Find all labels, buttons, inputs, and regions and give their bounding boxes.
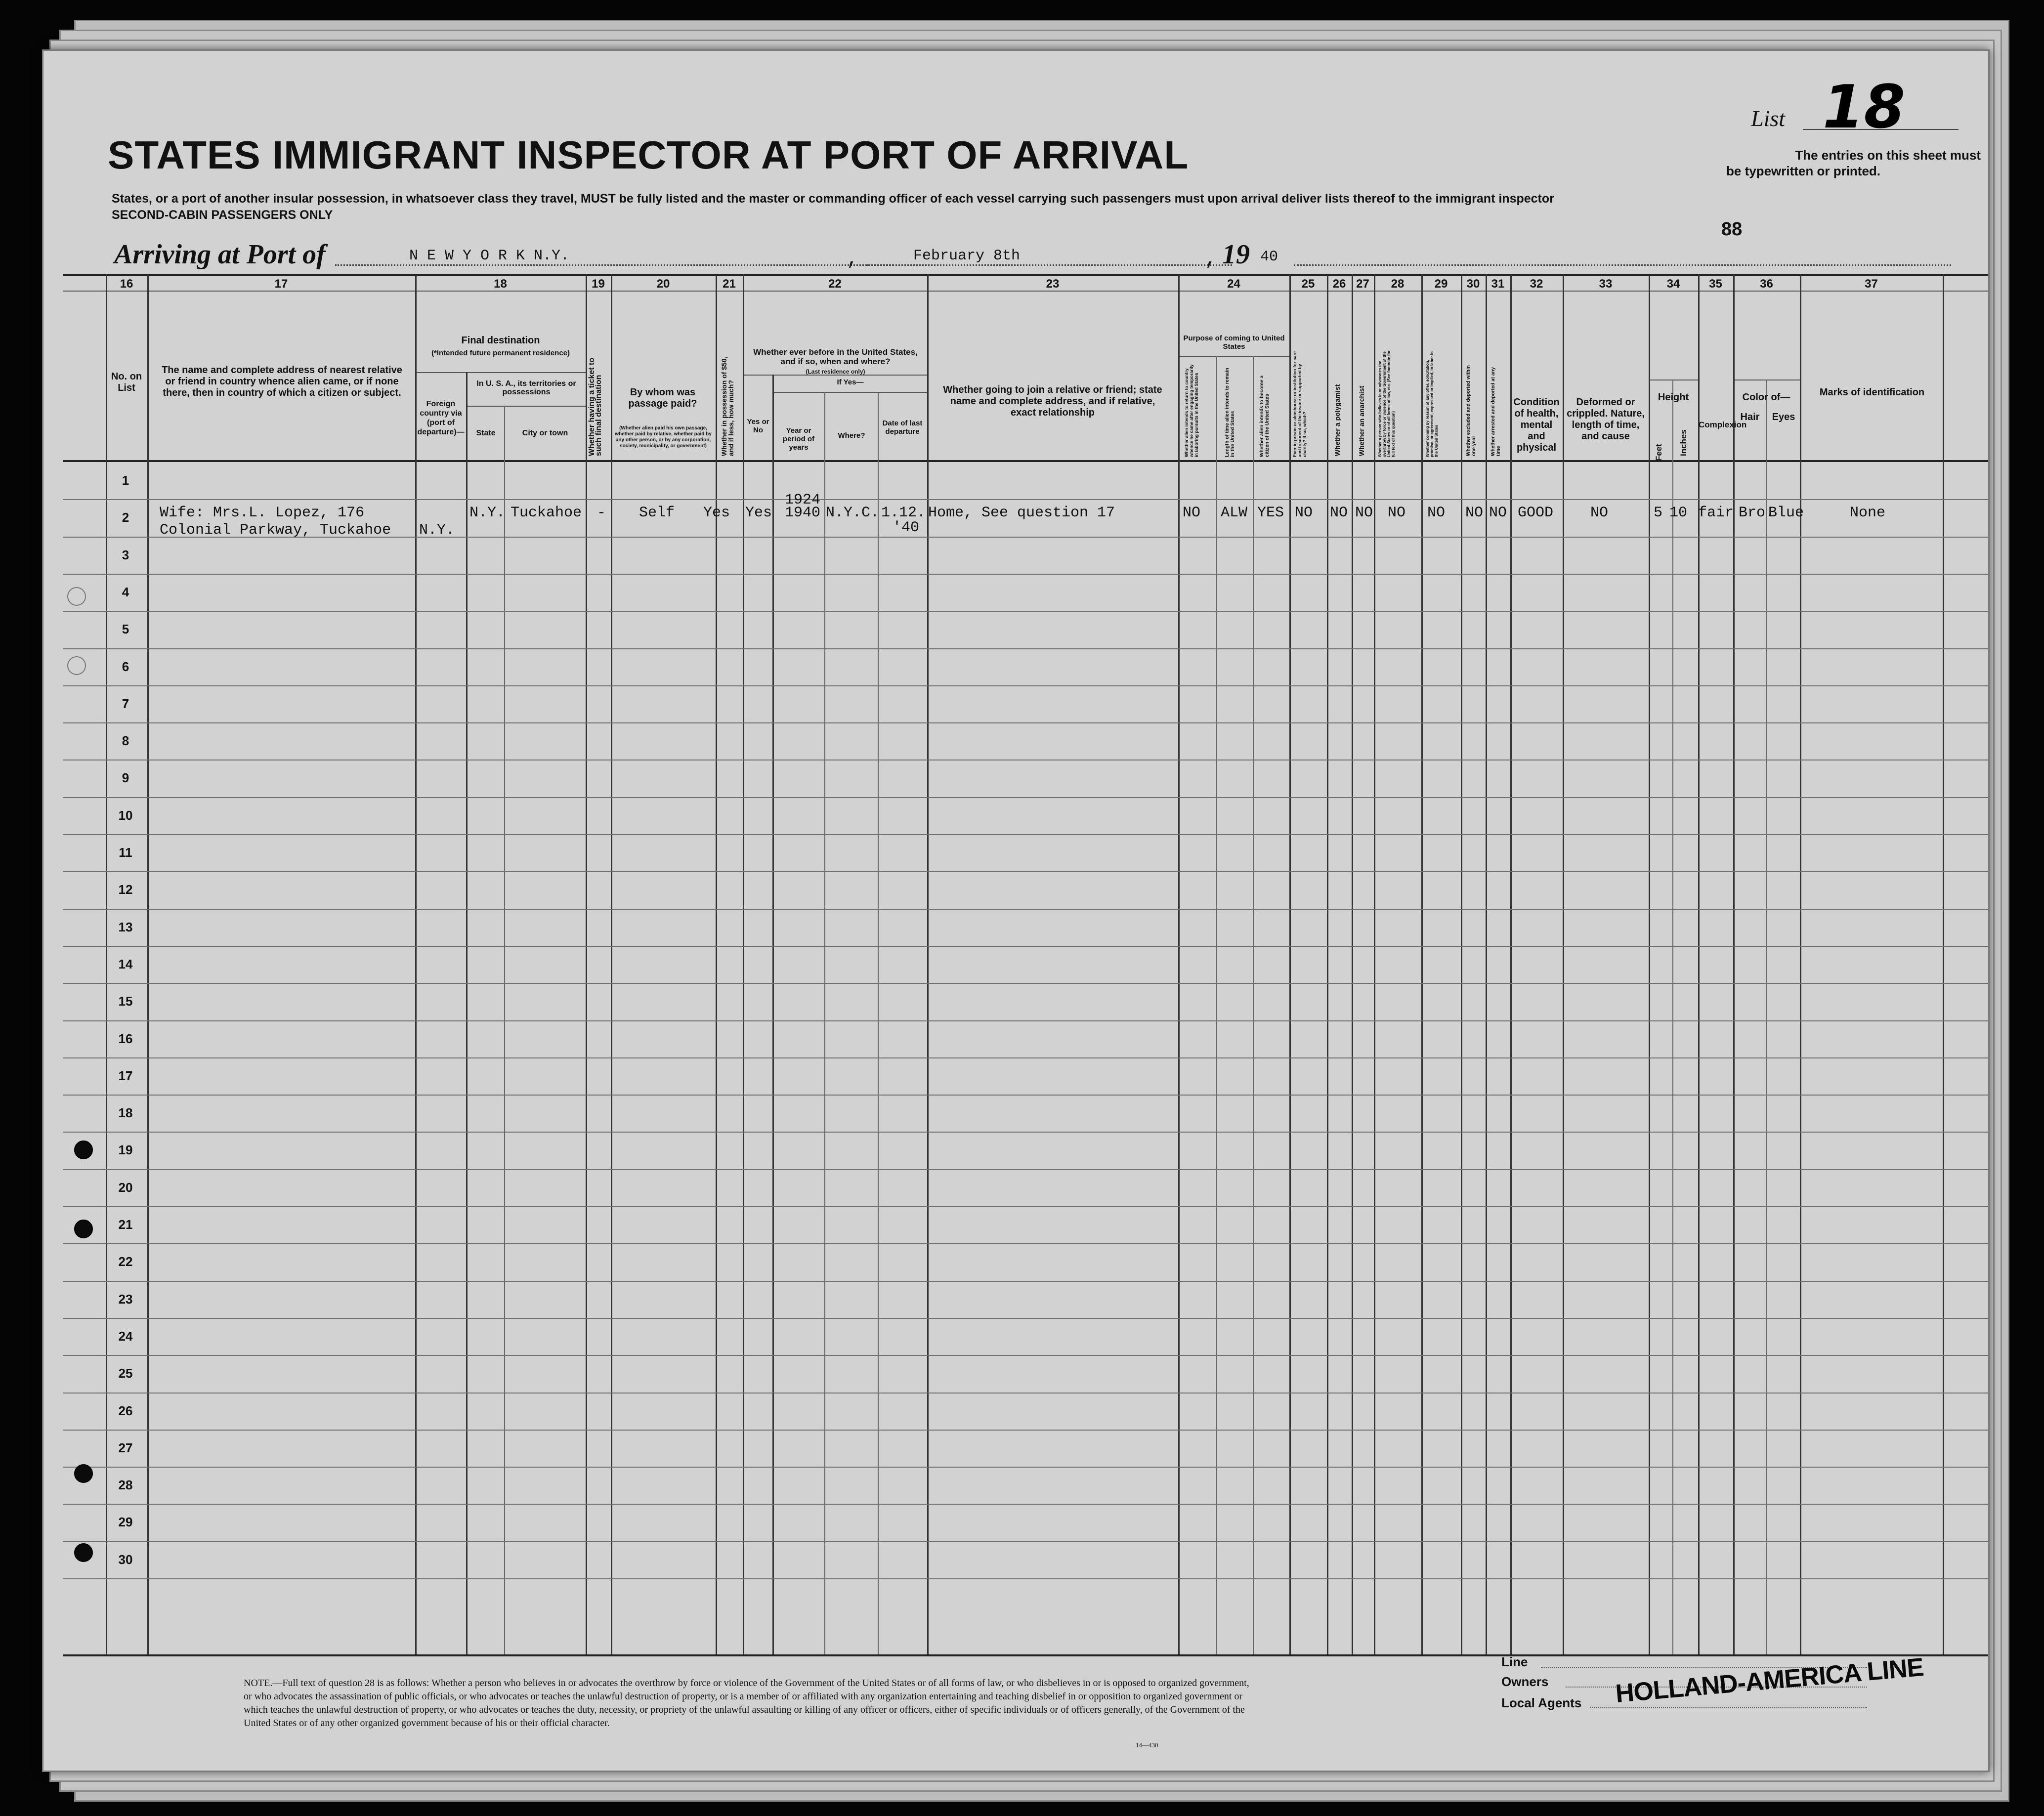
row-number: 9 [122, 770, 129, 785]
hdr-possession-50: Whether in possession of $50, and if less, how much? [720, 356, 735, 456]
entry-foreign-country: N.Y. [419, 522, 455, 539]
hdr-no-on-list: No. on List [111, 371, 142, 393]
hdr-passage-paid-note: (Whether alien paid his own passage, whether paid by relative, whether paid by any other person, or by any corporation, society, municipality, or government) [615, 425, 712, 449]
colnum-27: 27 [1356, 277, 1369, 291]
hdr-where: Where? [838, 431, 865, 440]
row-number: 14 [118, 957, 133, 971]
row-rule [63, 499, 1988, 500]
hdr-join-relative: Whether going to join a relative or friend; state name and complete address, and if relative, exact relationship [943, 384, 1162, 418]
row-rule [63, 1095, 1988, 1096]
colnum-20: 20 [656, 277, 670, 291]
row-number: 23 [118, 1292, 133, 1307]
entry-possession-50: Yes [703, 505, 730, 521]
row-number: 26 [118, 1403, 133, 1418]
row-rule [63, 1318, 1988, 1319]
hdr-marks: Marks of identification [1819, 387, 1925, 398]
row-number: 15 [118, 994, 133, 1009]
entry-excluded: NO [1465, 505, 1484, 521]
form-number: 14—430 [1136, 1741, 1158, 1749]
row-rule [63, 871, 1988, 872]
hdr-final-destination: Final destination [461, 335, 540, 346]
row-number: 25 [118, 1366, 133, 1381]
entry-purpose-b: ALW [1221, 505, 1248, 521]
hdr-ticket: Whether having a ticket to such final destination [588, 357, 603, 456]
colnum-26: 26 [1332, 277, 1346, 291]
hdr-date-departure: Date of last departure [882, 419, 923, 436]
entry-inches: 10 [1669, 505, 1688, 521]
row-number: 21 [118, 1217, 133, 1232]
entry-marks: None [1850, 505, 1886, 521]
row-number: 2 [122, 510, 129, 525]
row-rule [63, 1467, 1988, 1468]
entry-coming-offer: NO [1427, 505, 1446, 521]
row-rule [63, 1430, 1988, 1431]
entry-purpose-c: YES [1257, 505, 1284, 521]
row-number: 27 [118, 1440, 133, 1455]
row-rule [63, 1541, 1988, 1542]
hdr-polygamist: Whether a polygamist [1333, 384, 1341, 456]
punch-hole [74, 1464, 93, 1483]
list-number: 18 [1823, 73, 1905, 142]
hdr-city: City or town [522, 429, 568, 437]
row-number: 10 [118, 808, 133, 823]
punch-hole [74, 1140, 93, 1159]
row-rule [63, 1132, 1988, 1133]
row-number: 4 [122, 585, 129, 599]
entry-complexion: fair [1698, 505, 1734, 521]
entry-ever-prison: NO [1295, 505, 1313, 521]
row-rule [63, 1206, 1988, 1207]
colnum-18: 18 [494, 277, 507, 291]
instructions-line: States, or a port of another insular possession, in whatsoever class they travel, MUST be fully listed and the master or commanding officer of each vessel carrying such passengers must upon arrival deliver lists thereof to the immigrant inspector [112, 192, 1554, 206]
colnum-37: 37 [1865, 277, 1878, 291]
date-comma: , [1205, 249, 1217, 271]
hdr-purpose-b: Length of time alien intends to remain in the United States [1225, 368, 1235, 457]
hdr-if-yes: If Yes— [837, 378, 864, 386]
entry-hair: Bro. [1739, 505, 1775, 521]
colnum-32: 32 [1530, 277, 1543, 291]
row-rule [63, 574, 1988, 575]
row-number: 22 [118, 1254, 133, 1269]
entry-passage-paid: Self [639, 505, 675, 521]
row-rule [63, 946, 1988, 947]
row-rule [63, 834, 1988, 835]
hdr-coming-offer: Whether coming by reason of any offer, solicitation, promise, or agreement, expressed or implied, to labor in the United States [1425, 351, 1439, 457]
entry-eyes: Blue [1768, 505, 1804, 521]
row-rule [63, 983, 1988, 984]
row-number: 28 [118, 1478, 133, 1492]
entry-state: N.Y. [469, 505, 506, 521]
punch-hole [67, 587, 86, 606]
colnum-19: 19 [592, 277, 605, 291]
colnum-35: 35 [1709, 277, 1722, 291]
row-number: 17 [118, 1068, 133, 1083]
hdr-eyes: Eyes [1772, 412, 1795, 422]
row-rule [63, 1578, 1988, 1579]
hdr-yes-or-no: Yes or No [747, 418, 769, 434]
port-comma: , [847, 249, 859, 271]
hdr-year-period: Year or period of years [782, 426, 815, 452]
row-rule [63, 611, 1988, 612]
row-number: 7 [122, 696, 129, 711]
entry-city: Tuckahoe [511, 505, 582, 521]
hdr-purpose-a: Whether alien intends to return to country whence he came after engaging temporarily in laboring pursuits in the United States [1184, 364, 1199, 457]
arriving-label: Arriving at Port of [114, 239, 326, 270]
colnum-16: 16 [120, 277, 133, 291]
entry-year-to: 1940 [785, 505, 821, 521]
port-value: N E W Y O R K N.Y. [409, 248, 570, 264]
entry-year-from: 1924 [785, 492, 821, 508]
row-number: 18 [118, 1105, 133, 1120]
year-suffix: 40 [1260, 249, 1278, 265]
row-number: 30 [118, 1552, 133, 1567]
entry-ticket: - [597, 505, 606, 521]
row-number: 3 [122, 548, 129, 562]
hdr-deformed: Deformed or crippled. Nature, length of time, and cause [1567, 397, 1645, 442]
colnum-31: 31 [1491, 277, 1505, 291]
punch-hole [74, 1543, 93, 1562]
colnum-22: 22 [828, 277, 842, 291]
holland-america-stamp: HOLLAND-AMERICA LINE [1614, 1652, 1925, 1709]
punch-hole [74, 1220, 93, 1238]
row-rule [63, 1393, 1988, 1394]
row-rule [63, 1057, 1988, 1058]
entry-polygamist: NO [1330, 505, 1348, 521]
row-number: 12 [118, 882, 133, 897]
hdr-state: State [476, 429, 496, 437]
line-label: Line [1501, 1654, 1528, 1669]
row-rule [63, 909, 1988, 910]
row-number: 20 [118, 1180, 133, 1195]
punch-hole [67, 656, 86, 675]
colnum-23: 23 [1046, 277, 1060, 291]
colnum-30: 30 [1466, 277, 1480, 291]
hdr-in-us: In U. S. A., its territories or possessions [476, 380, 576, 396]
table-bottom-line [63, 1654, 1988, 1656]
hdr-foreign-country: Foreign country via (port of departure)— [417, 400, 465, 436]
colnum-36: 36 [1760, 277, 1773, 291]
colnum-28: 28 [1391, 277, 1405, 291]
colnum-33: 33 [1599, 277, 1613, 291]
row-rule [63, 1281, 1988, 1282]
colnum-25: 25 [1301, 277, 1315, 291]
hdr-before-us: Whether ever before in the United States, and if so, when and where? [753, 347, 918, 366]
colnum-17: 17 [274, 277, 288, 291]
arrival-date: February 8th [913, 248, 1021, 264]
entry-overthrow: NO [1388, 505, 1406, 521]
row-number: 5 [122, 622, 129, 636]
hdr-nearest-relative: The name and complete address of nearest relative or friend in country whence alien came, or if none there, then in country of which a citizen or subject. [162, 365, 402, 398]
row-number: 24 [118, 1329, 133, 1344]
entry-relative-line2: Colonial Parkway, Tuckahoe [160, 522, 391, 539]
hdr-before-us-note: (Last residence only) [806, 368, 865, 375]
entries-note-line-1: The entries on this sheet must [1795, 148, 1981, 163]
row-rule [63, 722, 1988, 723]
hdr-height: Height [1658, 392, 1689, 403]
row-rule [63, 1020, 1988, 1021]
entry-where: N.Y.C. [826, 505, 880, 521]
colnum-21: 21 [723, 277, 736, 291]
hdr-final-destination-note: (*Intended future permanent residence) [431, 349, 570, 357]
hdr-condition-health: Condition of health, mental and physical [1513, 397, 1560, 453]
row-number: 16 [118, 1031, 133, 1046]
row-area [43, 51, 1988, 1771]
entry-before-us: Yes [745, 505, 772, 521]
hdr-feet: Feet [1654, 444, 1663, 461]
entry-relative-line1: Wife: Mrs.L. Lopez, 176 [160, 505, 365, 521]
manifest-sheet [42, 49, 1990, 1772]
hdr-color-of: Color of— [1742, 392, 1790, 403]
footnote-question-28: NOTE.—Full text of question 28 is as follows: Whether a person who believes in or advocates the overthrow by force or violence of the Government of the United States or of all forms of law, or who disbelieves in or is opposed to organized government, or who advocates the assassination of public officials, or who advocates or teaches the unlawful destruction of property, or is a member of or affiliated with any organization entertaining and teaching disbelief in or opposition to organized government or which teaches the unlawful destruction of property, or who advocates or teaches the duty, necessity, or propriety of the unlawful assaulting or killing of any officer or officers, either of specific individuals or of officers generally, of the Government of the United States or of any other organized government because of his or their official character. [244, 1678, 1249, 1729]
entry-condition-health: GOOD [1518, 505, 1554, 521]
sheet-number: 88 [1721, 219, 1743, 240]
colnum-29: 29 [1434, 277, 1448, 291]
agents-label: Local Agents [1501, 1695, 1582, 1710]
row-rule [63, 1169, 1988, 1170]
row-number: 11 [119, 845, 132, 860]
entry-date-departure-year: '40 [893, 519, 920, 536]
entry-deformed: NO [1590, 505, 1609, 521]
class-line: SECOND-CABIN PASSENGERS ONLY [112, 208, 333, 222]
entry-purpose-a: NO [1183, 505, 1201, 521]
row-number: 6 [122, 659, 129, 674]
row-rule [63, 1504, 1988, 1505]
row-number: 1 [122, 473, 129, 488]
hdr-purpose-c: Whether alien intends to become a citizen of the United States [1259, 375, 1270, 457]
entries-note-line-2: be typewritten or printed. [1726, 164, 1881, 178]
hdr-hair: Hair [1740, 412, 1760, 422]
hdr-passage-paid: By whom was passage paid? [628, 387, 697, 409]
entry-anarchist: NO [1355, 505, 1373, 521]
row-number: 8 [122, 733, 129, 748]
page-title: STATES IMMIGRANT INSPECTOR AT PORT OF ARRIVAL [108, 133, 1189, 177]
row-number: 19 [118, 1142, 133, 1157]
list-label: List [1751, 106, 1786, 131]
hdr-arrested: Whether arrested and deported at any time [1490, 367, 1501, 456]
colnum-24: 24 [1227, 277, 1240, 291]
year-prefix: 19 [1222, 239, 1250, 270]
hdr-overthrow: Whether a person who believes in or advocates the overthrow by force or violence of the Government of the United States or of all forms of law, etc. (See footnote for full text of this question) [1378, 350, 1396, 457]
row-rule [63, 1243, 1988, 1244]
hdr-purpose: Purpose of coming to United States [1183, 334, 1285, 351]
row-number: 13 [118, 920, 133, 934]
row-rule [63, 1355, 1988, 1356]
entry-date-departure: 1.12. [881, 505, 926, 521]
row-rule [63, 797, 1988, 798]
row-rule [63, 648, 1988, 649]
hdr-inches: Inches [1679, 429, 1688, 456]
entry-join-relative: Home, See question 17 [928, 505, 1115, 521]
hdr-ever-prison: Ever in prison or almshouse or institution for care and treatment of the insane or supported by charity? If so, which? [1292, 351, 1307, 457]
entry-feet: 5 [1654, 505, 1663, 521]
colnum-34: 34 [1666, 277, 1680, 291]
hdr-anarchist: Whether an anarchist [1358, 385, 1365, 456]
row-rule [63, 685, 1988, 686]
hdr-complexion: Complexion [1699, 420, 1747, 429]
row-number: 29 [118, 1515, 133, 1529]
hdr-excluded: Whether excluded and deported within one year [1466, 365, 1477, 456]
owners-label: Owners [1501, 1674, 1549, 1689]
entry-arrested: NO [1489, 505, 1507, 521]
